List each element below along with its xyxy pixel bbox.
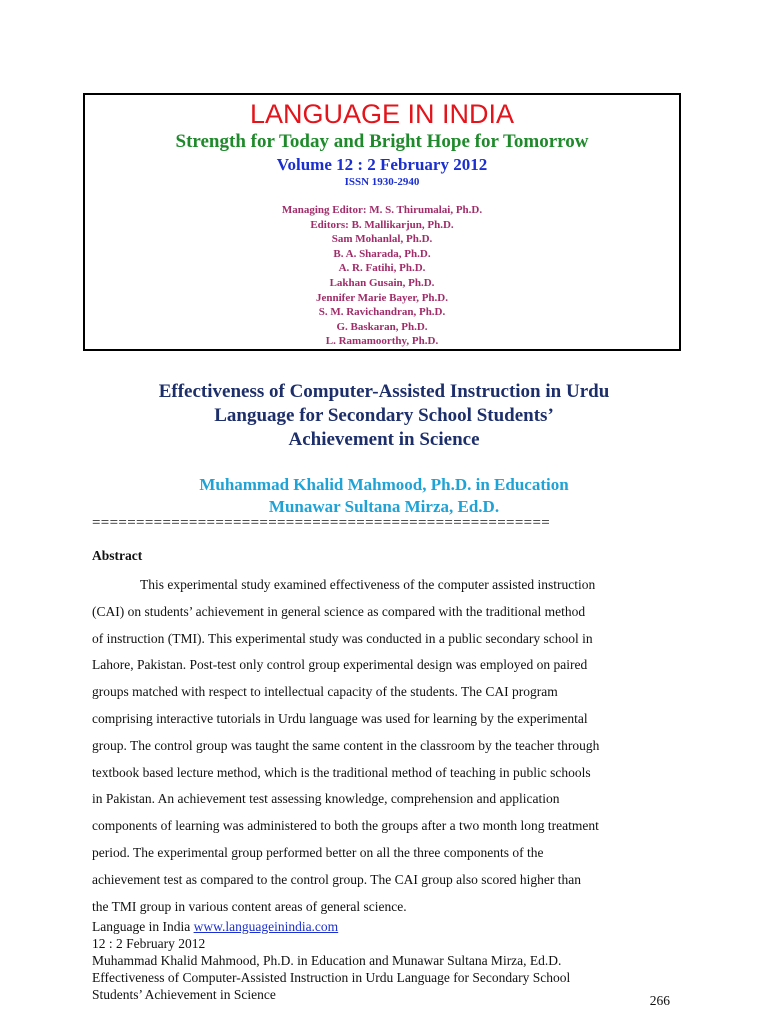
abstract-line: period. The experimental group performed better on all the three components of the	[92, 844, 544, 860]
abstract-line: groups matched with respect to intellectual capacity of the students. The CAI program	[92, 684, 558, 700]
page-number: 266	[649, 993, 670, 1008]
footer-title-line: Effectiveness of Computer-Assisted Instruction in Urdu Language for Secondary School	[92, 970, 571, 985]
abstract-line: comprising interactive tutorials in Urdu language was used for learning by the experimental	[92, 710, 588, 726]
abstract-line: Lahore, Pakistan. Post-test only control group experimental design was employed on paired	[92, 657, 588, 673]
editor-line: Sam Mohanlal, Ph.D.	[331, 233, 433, 246]
article-title	[0, 380, 768, 452]
editor-list	[85, 203, 679, 349]
author-line: Muhammad Khalid Mahmood, Ph.D. in Education	[199, 475, 569, 494]
page-footer	[92, 918, 674, 1003]
abstract-line: textbook based lecture method, which is the traditional method of teaching in public schools	[92, 764, 591, 780]
footer-issue: 12 : 2 February 2012	[92, 936, 206, 951]
abstract-line: achievement test as compared to the control group. The CAI group also scored higher than	[92, 871, 581, 887]
journal-tagline: Strength for Today and Bright Hope for Tomorrow	[175, 131, 589, 152]
author-line: Munawar Sultana Mirza, Ed.D.	[268, 497, 500, 516]
editor-line: B. A. Sharada, Ph.D.	[333, 247, 431, 260]
footer-journal-name: Language in India	[92, 919, 194, 934]
editor-line: Jennifer Marie Bayer, Ph.D.	[316, 291, 448, 304]
editor-line: Lakhan Gusain, Ph.D.	[329, 276, 435, 289]
abstract-line: of instruction (TMI). This experimental study was conducted in a public secondary school in	[92, 630, 593, 646]
section-divider: ====================================================	[92, 515, 551, 531]
journal-title: LANGUAGE IN INDIA	[249, 99, 515, 129]
journal-issn: ISSN 1930-2940	[344, 176, 420, 188]
article-authors	[0, 474, 768, 518]
article-title-line: Achievement in Science	[288, 429, 480, 450]
abstract-line: This experimental study examined effectiveness of the computer assisted instruction	[140, 577, 596, 592]
footer-journal-row	[92, 918, 674, 935]
abstract-body	[92, 572, 682, 920]
footer-authors: Muhammad Khalid Mahmood, Ph.D. in Education and Munawar Sultana Mirza, Ed.D.	[92, 953, 562, 968]
abstract-line: the TMI group in various content areas of general science.	[92, 898, 407, 914]
editor-line: A. R. Fatihi, Ph.D.	[338, 262, 426, 275]
editor-line: G. Baskaran, Ph.D.	[336, 320, 428, 333]
journal-volume: Volume 12 : 2 February 2012	[276, 155, 488, 174]
abstract-line: components of learning was administered to both the groups after a two month long treatment	[92, 818, 599, 834]
footer-title-line: Students’ Achievement in Science	[92, 987, 276, 1002]
abstract-heading: Abstract	[92, 548, 143, 563]
abstract-line: in Pakistan. An achievement test assessing knowledge, comprehension and application	[92, 791, 560, 807]
editor-line: S. M. Ravichandran, Ph.D.	[318, 306, 446, 319]
editor-line: Editors: B. Mallikarjun, Ph.D.	[310, 218, 454, 231]
article-title-line: Language for Secondary School Students’	[214, 405, 554, 426]
abstract-line: (CAI) on students’ achievement in general science as compared with the traditional method	[92, 603, 586, 619]
abstract-line: group. The control group was taught the same content in the classroom by the teacher through	[92, 737, 600, 753]
editor-line: L. Ramamoorthy, Ph.D.	[325, 335, 439, 348]
article-title-line: Effectiveness of Computer-Assisted Instruction in Urdu	[158, 381, 610, 402]
journal-masthead	[83, 93, 681, 351]
editor-line: Managing Editor: M. S. Thirumalai, Ph.D.	[281, 204, 483, 216]
journal-website-link[interactable]: www.languageinindia.com	[193, 919, 339, 934]
